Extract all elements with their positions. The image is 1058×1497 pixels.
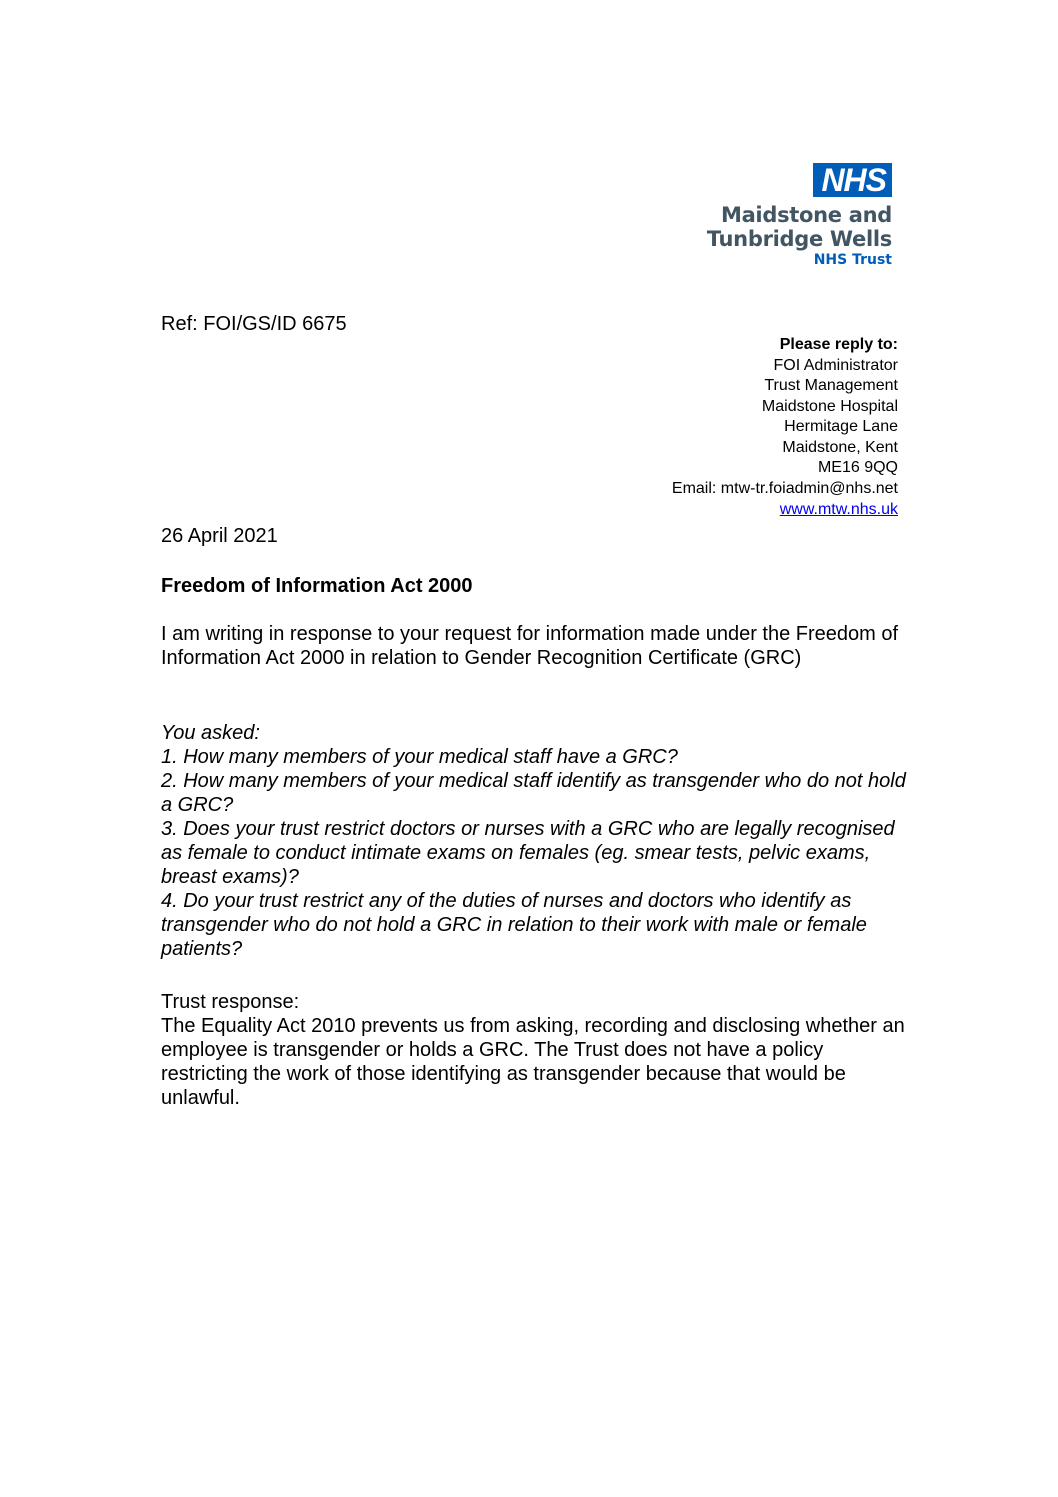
email-line: Email: mtw-tr.foiadmin@nhs.net [671, 479, 898, 497]
address-line: Trust Management [764, 377, 898, 394]
questions-label: You asked: [161, 722, 260, 744]
address-line: Hermitage Lane [784, 418, 898, 435]
address-line: Maidstone Hospital [761, 397, 898, 415]
reply-label: Please reply to: [779, 336, 898, 353]
letter-heading: Freedom of Information Act 2000 [161, 575, 473, 597]
org-name-line1: Maidstone and [720, 203, 892, 227]
question-item: 4. Do your trust restrict any of the duties of nurses and doctors who identify as transgender who do not hold a GRC in relation to their work with male or female patients? [161, 890, 867, 960]
response-label: Trust response: [161, 991, 300, 1013]
website-link[interactable]: www.mtw.nhs.uk [779, 501, 898, 518]
response-section [161, 990, 906, 1110]
org-name-line3: NHS Trust [813, 252, 892, 268]
intro-paragraph: I am writing in response to your request for information made under the Freedom of Information Act 2000 in relation to Gender Recognition Certificate (GRC) [161, 623, 899, 669]
org-name-line2: Tunbridge Wells [706, 227, 892, 251]
response-text: The Equality Act 2010 prevents us from asking, recording and disclosing whether an employee is transgender or holds a GRC. The Trust does not have a policy restricting the work of those identifying as transgender because that would be unlawful. [161, 1015, 905, 1109]
reply-address-block [672, 335, 898, 521]
letter-date: 26 April 2021 [161, 525, 278, 547]
nhs-trust-logo [692, 163, 892, 269]
question-item: 3. Does your trust restrict doctors or nurses with a GRC who are legally recognised as female to conduct intimate exams on females (eg. smear tests, pelvic exams, breast exams)? [161, 818, 895, 888]
address-line: FOI Administrator [773, 356, 898, 374]
address-line: Maidstone, Kent [782, 438, 898, 456]
questions-section [161, 721, 906, 961]
question-item: 2. How many members of your medical staff identify as transgender who do not hold a GRC? [161, 770, 906, 816]
nhs-badge: NHS [813, 163, 892, 197]
address-line: ME16 9QQ [817, 459, 898, 476]
reference-number: Ref: FOI/GS/ID 6675 [161, 313, 347, 335]
question-item: 1. How many members of your medical staff have a GRC? [161, 746, 678, 768]
